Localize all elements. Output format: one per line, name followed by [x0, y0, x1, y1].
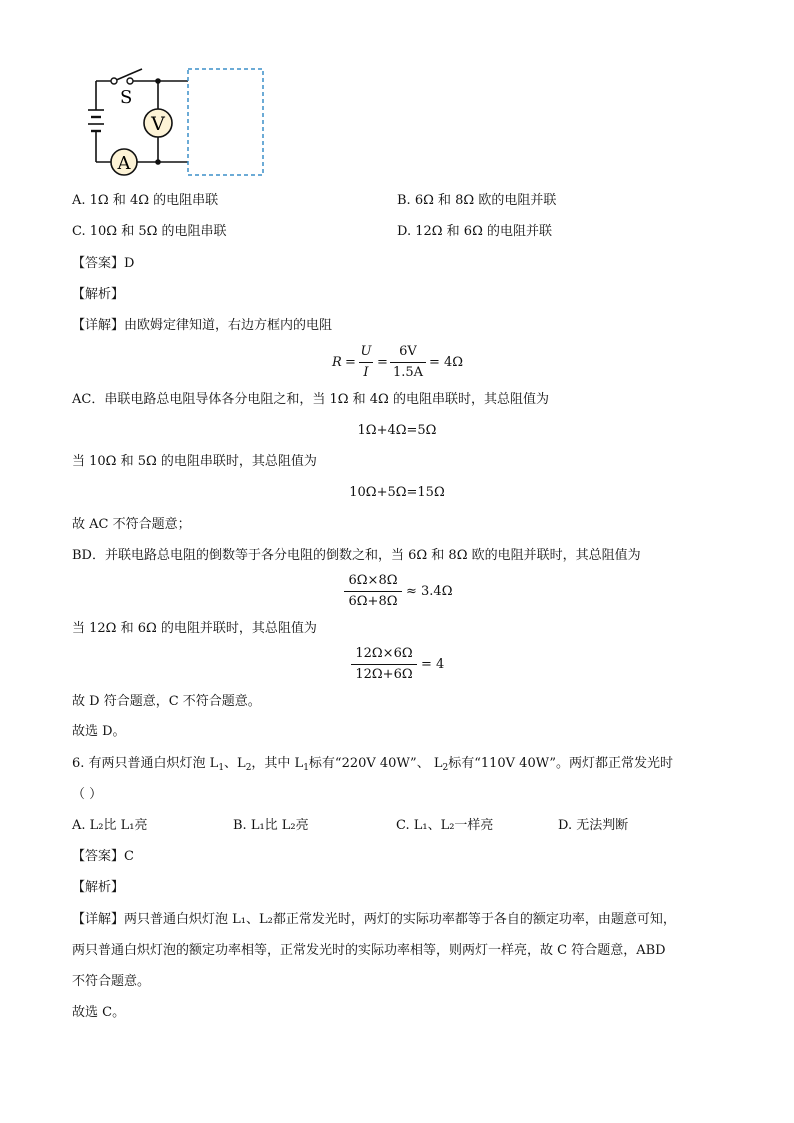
answer-q5	[72, 255, 134, 273]
frac-u: U	[360, 344, 372, 359]
frac2-den: 12Ω+6Ω	[355, 667, 413, 682]
frac1-den: 6Ω+8Ω	[348, 594, 398, 609]
q6-stem-c: ，其中 L	[251, 756, 304, 771]
junction-bottom	[155, 159, 161, 165]
answer-q6-label: 【答案】	[72, 849, 125, 864]
bd-conclusion: 故 D 符合题意，C 不符合题意。	[72, 694, 261, 709]
choose-q5: 故选 D。	[72, 724, 126, 739]
formula-eq1: =	[345, 355, 356, 370]
detail-q6-label: 【详解】	[72, 912, 125, 927]
eq-series-2: 10Ω+5Ω=15Ω	[349, 485, 445, 500]
ammeter-label: A	[117, 153, 131, 174]
q6-stem-b: 、L	[224, 756, 246, 771]
q6-option-b: B. L₁比 L₂亮	[233, 818, 309, 833]
fraction-u-i	[359, 343, 373, 382]
choose-q6: 故选 C。	[72, 1005, 126, 1020]
unknown-box	[188, 69, 263, 175]
q6-stem-a: 6. 有两只普通白炽灯泡 L	[72, 756, 219, 771]
formula-r-lhs: R	[332, 355, 342, 370]
fraction-parallel-1	[344, 572, 402, 611]
circuit-diagram	[70, 60, 280, 185]
frac2-num: 12Ω×6Ω	[355, 646, 413, 661]
frac-i: I	[363, 365, 369, 380]
option-c: C. 10Ω 和 5Ω 的电阻串联	[72, 224, 227, 239]
eq-series-1: 1Ω+4Ω=5Ω	[357, 423, 437, 438]
formula-parallel-2	[351, 645, 461, 685]
q6-stem-d: 标有“220V 40W”、 L	[308, 756, 443, 771]
answer-q6	[72, 848, 134, 866]
option-b: B. 6Ω 和 8Ω 欧的电阻并联	[397, 193, 557, 208]
answer-value: D	[124, 256, 135, 271]
option-d: D. 12Ω 和 6Ω 的电阻并联	[397, 224, 552, 239]
formula-result: = 4Ω	[429, 355, 464, 370]
q6-sub2: 2	[245, 763, 252, 773]
q6-sub1b: 1	[303, 763, 309, 773]
ac-text2: 当 10Ω 和 5Ω 的电阻串联时，其总阻值为	[72, 454, 317, 469]
q6-stem-e: 标有“110V 40W”。两灯都正常发光时	[448, 756, 673, 771]
fraction-6v	[390, 343, 426, 382]
frac1-result: ≈ 3.4Ω	[406, 584, 453, 599]
detail-q6-line1	[72, 911, 676, 929]
ac-conclusion: 故 AC 不符合题意；	[72, 517, 191, 532]
question6-paren: （ ）	[72, 787, 103, 802]
frac-1-5a: 1.5A	[392, 365, 424, 380]
bd-text: BD．并联电路总电阻的倒数等于各分电阻的倒数之和，当 6Ω 和 8Ω 欧的电阻并联时，其总阻值为	[72, 548, 641, 563]
formula-parallel-1	[344, 572, 464, 612]
formula-r	[332, 343, 472, 383]
option-a: A. 1Ω 和 4Ω 的电阻串联	[72, 193, 219, 208]
switch-pivot	[111, 78, 117, 84]
detail-label: 【详解】	[72, 318, 125, 333]
switch-contact	[127, 78, 133, 84]
analysis-label-q5: 【解析】	[72, 287, 125, 302]
q6-sub2b: 2	[442, 763, 449, 773]
switch-label: S	[120, 87, 133, 108]
q6-option-d: D. 无法判断	[558, 818, 629, 833]
detail-text: 由欧姆定律知道，右边方框内的电阻	[124, 318, 333, 333]
detail-q6-line2: 两只普通白炽灯泡的额定功率相等，正常发光时的实际功率相等，则两灯一样亮，故 C 符合题意，ABD	[72, 943, 666, 958]
q6-option-c: C. L₁、L₂一样亮	[396, 818, 494, 833]
bd-text2: 当 12Ω 和 6Ω 的电阻并联时，其总阻值为	[72, 621, 317, 636]
detail-q5	[72, 317, 332, 335]
q6-sub1: 1	[218, 763, 225, 773]
frac2-result: = 4	[421, 657, 445, 672]
ac-text: AC．串联电路总电阻导体各分电阻之和，当 1Ω 和 4Ω 的电阻串联时，其总阻值为	[72, 392, 549, 407]
fraction-parallel-2	[351, 645, 417, 684]
question6-stem	[72, 755, 673, 773]
answer-label: 【答案】	[72, 256, 125, 271]
answer-q6-value: C	[124, 849, 134, 864]
formula-eq2: =	[377, 355, 388, 370]
detail-q6-line3: 不符合题意。	[72, 974, 151, 989]
detail-q6-text1: 两只普通白炽灯泡 L₁、L₂都正常发光时，两灯的实际功率都等于各自的额定功率，由题意可知，	[124, 912, 676, 927]
frac1-num: 6Ω×8Ω	[348, 573, 398, 588]
analysis-label-q6: 【解析】	[72, 880, 125, 895]
junction-top	[155, 78, 161, 84]
voltmeter-label: V	[151, 113, 165, 135]
frac-6v: 6V	[399, 344, 417, 359]
q6-option-a: A. L₂比 L₁亮	[72, 818, 148, 833]
